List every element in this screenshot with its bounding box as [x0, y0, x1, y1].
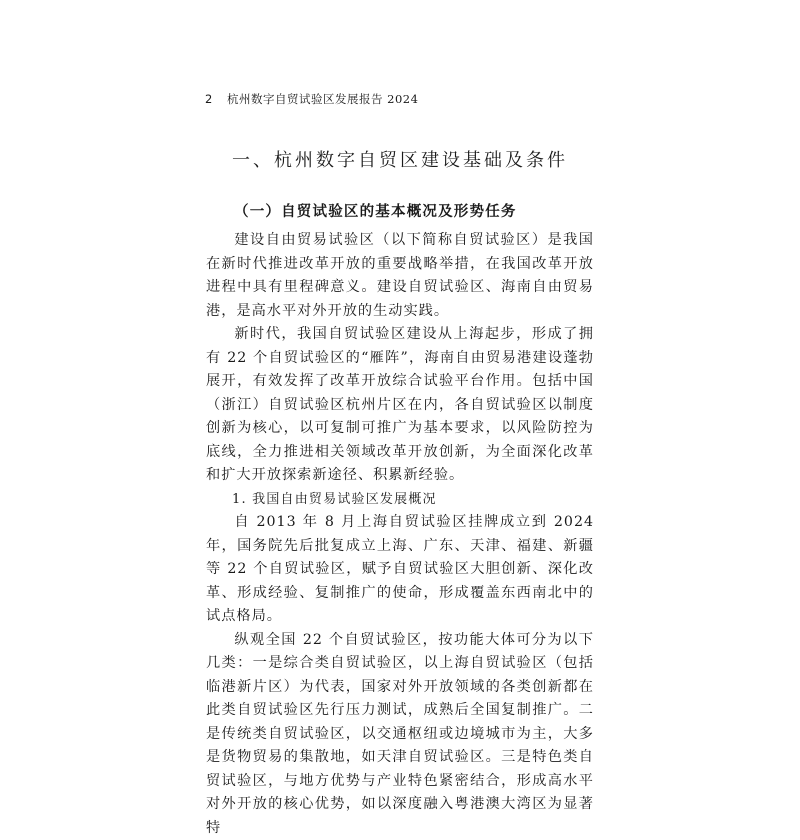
subsection-heading: 1. 我国自由贸易试验区发展概况	[206, 488, 594, 512]
body-text	[206, 229, 594, 840]
paragraph: 建设自由贸易试验区（以下简称自贸试验区）是我国在新时代推进改革开放的重要战略举措，在我国改革开放进程中具有里程碑意义。建设自贸试验区、海南自由贸易港，是高水平对外开放的生动实践。	[206, 229, 594, 323]
chapter-title: 一、杭州数字自贸区建设基础及条件	[0, 146, 800, 172]
paragraph: 纵观全国 22 个自贸试验区，按功能大体可分为以下几类：一是综合类自贸试验区，以上海自贸试验区（包括临港新片区）为代表，国家对外开放领域的各类创新都在此类自贸试验区先行压力测试，成熟后全国复制推广。二是传统类自贸试验区，以交通枢纽或边境城市为主，大多是货物贸易的集散地，如天津自贸试验区。三是特色类自贸试验区，与地方优势与产业特色紧密结合，形成高水平对外开放的核心优势，如以深度融入粤港澳大湾区为显著特	[206, 629, 594, 840]
paragraph: 自 2013 年 8 月上海自贸试验区挂牌成立到 2024 年，国务院先后批复成立上海、广东、天津、福建、新疆等 22 个自贸试验区，赋予自贸试验区大胆创新、深化改革、形成经验、复制推广的使命，形成覆盖东西南北中的试点格局。	[206, 511, 594, 629]
running-header	[205, 91, 418, 107]
section-title: （一）自贸试验区的基本概况及形势任务	[234, 200, 517, 221]
paragraph: 新时代，我国自贸试验区建设从上海起步，形成了拥有 22 个自贸试验区的“雁阵”，海南自由贸易港建设蓬勃展开，有效发挥了改革开放综合试验平台作用。包括中国（浙江）自贸试验区杭州片区在内，各自贸试验区以制度创新为核心，以可复制可推广为基本要求，以风险防控为底线，全力推进相关领域改革开放创新，为全面深化改革和扩大开放探索新途径、积累新经验。	[206, 323, 594, 488]
running-title: 杭州数字自贸试验区发展报告 2024	[227, 92, 418, 106]
page-number: 2	[205, 92, 213, 106]
